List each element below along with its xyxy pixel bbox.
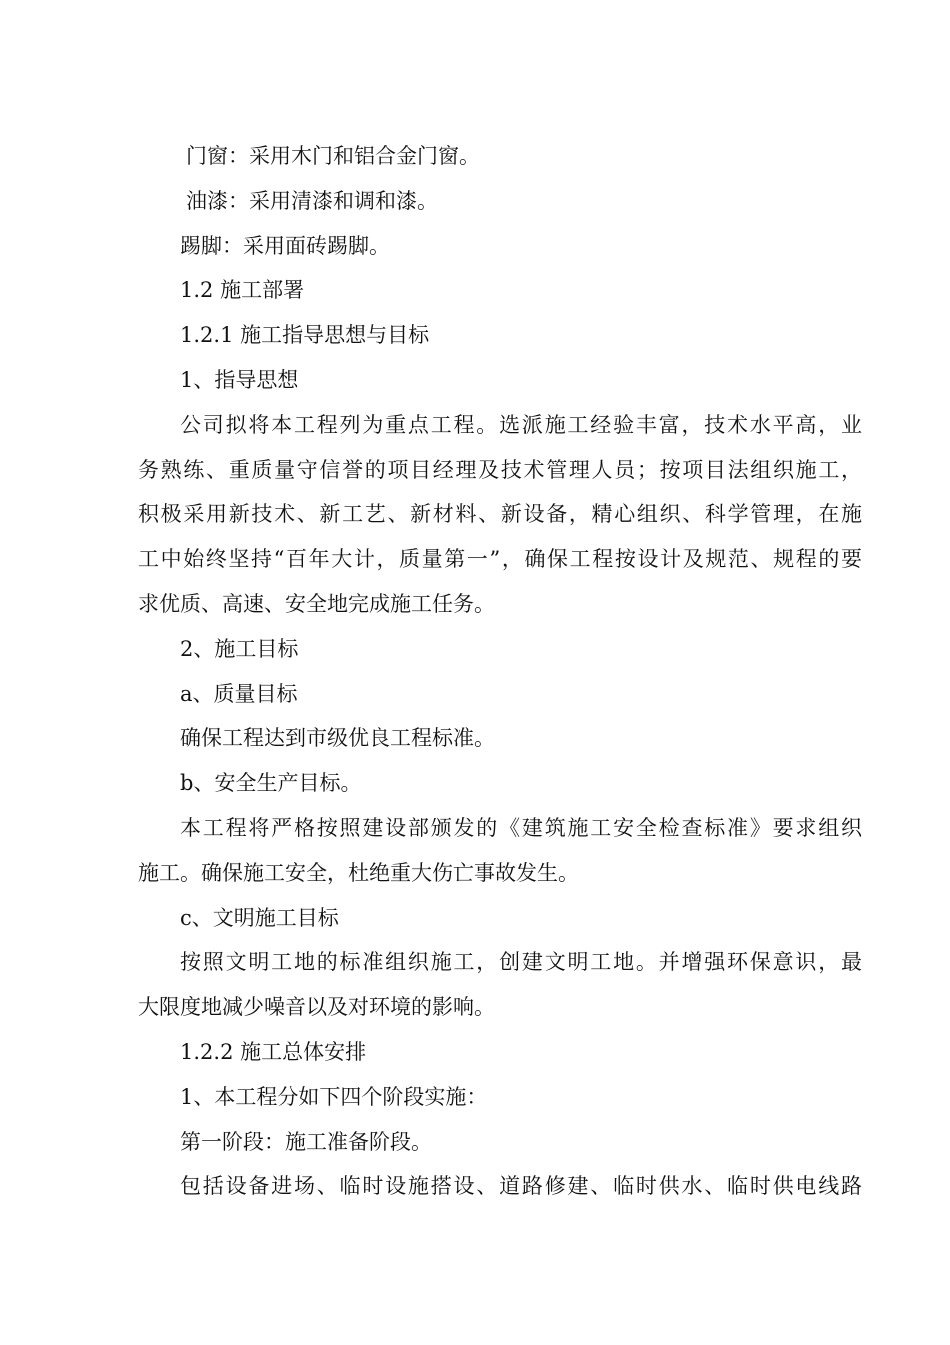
paragraph-line: 施工。确保施工安全，杜绝重大伤亡事故发生。 xyxy=(138,860,579,885)
paragraph-doors-windows: 门窗：采用木门和铝合金门窗。 xyxy=(186,144,480,168)
paragraph-quality: 确保工程达到市级优良工程标准。 xyxy=(180,726,495,751)
paragraph-line: 求优质、高速、安全地完成施工任务。 xyxy=(138,591,495,616)
paragraph-four-stages: 1、本工程分如下四个阶段实施： xyxy=(180,1084,488,1109)
subheading-construction-goals: 2、施工目标 xyxy=(180,636,299,661)
paragraph-line: 公司拟将本工程列为重点工程。选派施工经验丰富，技术水平高，业 xyxy=(180,412,862,437)
subheading-quality-goal: a、质量目标 xyxy=(180,681,298,706)
paragraph-line: 本工程将严格按照建设部颁发的《建筑施工安全检查标准》要求组织 xyxy=(180,815,862,840)
subheading-civilized-goal: c、文明施工目标 xyxy=(180,905,339,930)
paragraph-line: 工中始终坚持“百年大计，质量第一”，确保工程按设计及规范、规程的要 xyxy=(138,547,862,572)
heading-1-2-1: 1.2.1 施工指导思想与目标 xyxy=(180,323,430,348)
paragraph-skirting: 踢脚：采用面砖踢脚。 xyxy=(180,233,390,258)
paragraph-line: 大限度地减少噪音以及对环境的影响。 xyxy=(138,995,495,1020)
paragraph-stage-one: 第一阶段：施工准备阶段。 xyxy=(180,1129,432,1154)
document-body xyxy=(138,134,862,1209)
paragraph-paint: 油漆：采用清漆和调和漆。 xyxy=(186,188,438,213)
paragraph-line: 务熟练、重质量守信誉的项目经理及技术管理人员；按项目法组织施工， xyxy=(138,457,862,482)
subheading-safety-goal: b、安全生产目标。 xyxy=(180,771,362,796)
paragraph-line: 按照文明工地的标准组织施工，创建文明工地。并增强环保意识，最 xyxy=(180,950,862,975)
paragraph-line: 积极采用新技术、新工艺、新材料、新设备，精心组织、科学管理，在施 xyxy=(138,502,862,527)
heading-1-2: 1.2 施工部署 xyxy=(180,278,305,303)
subheading-guiding-idea: 1、指导思想 xyxy=(180,367,299,392)
heading-1-2-2: 1.2.2 施工总体安排 xyxy=(180,1039,367,1064)
paragraph-line: 包括设备进场、临时设施搭设、道路修建、临时供水、临时供电线路 xyxy=(180,1174,862,1199)
